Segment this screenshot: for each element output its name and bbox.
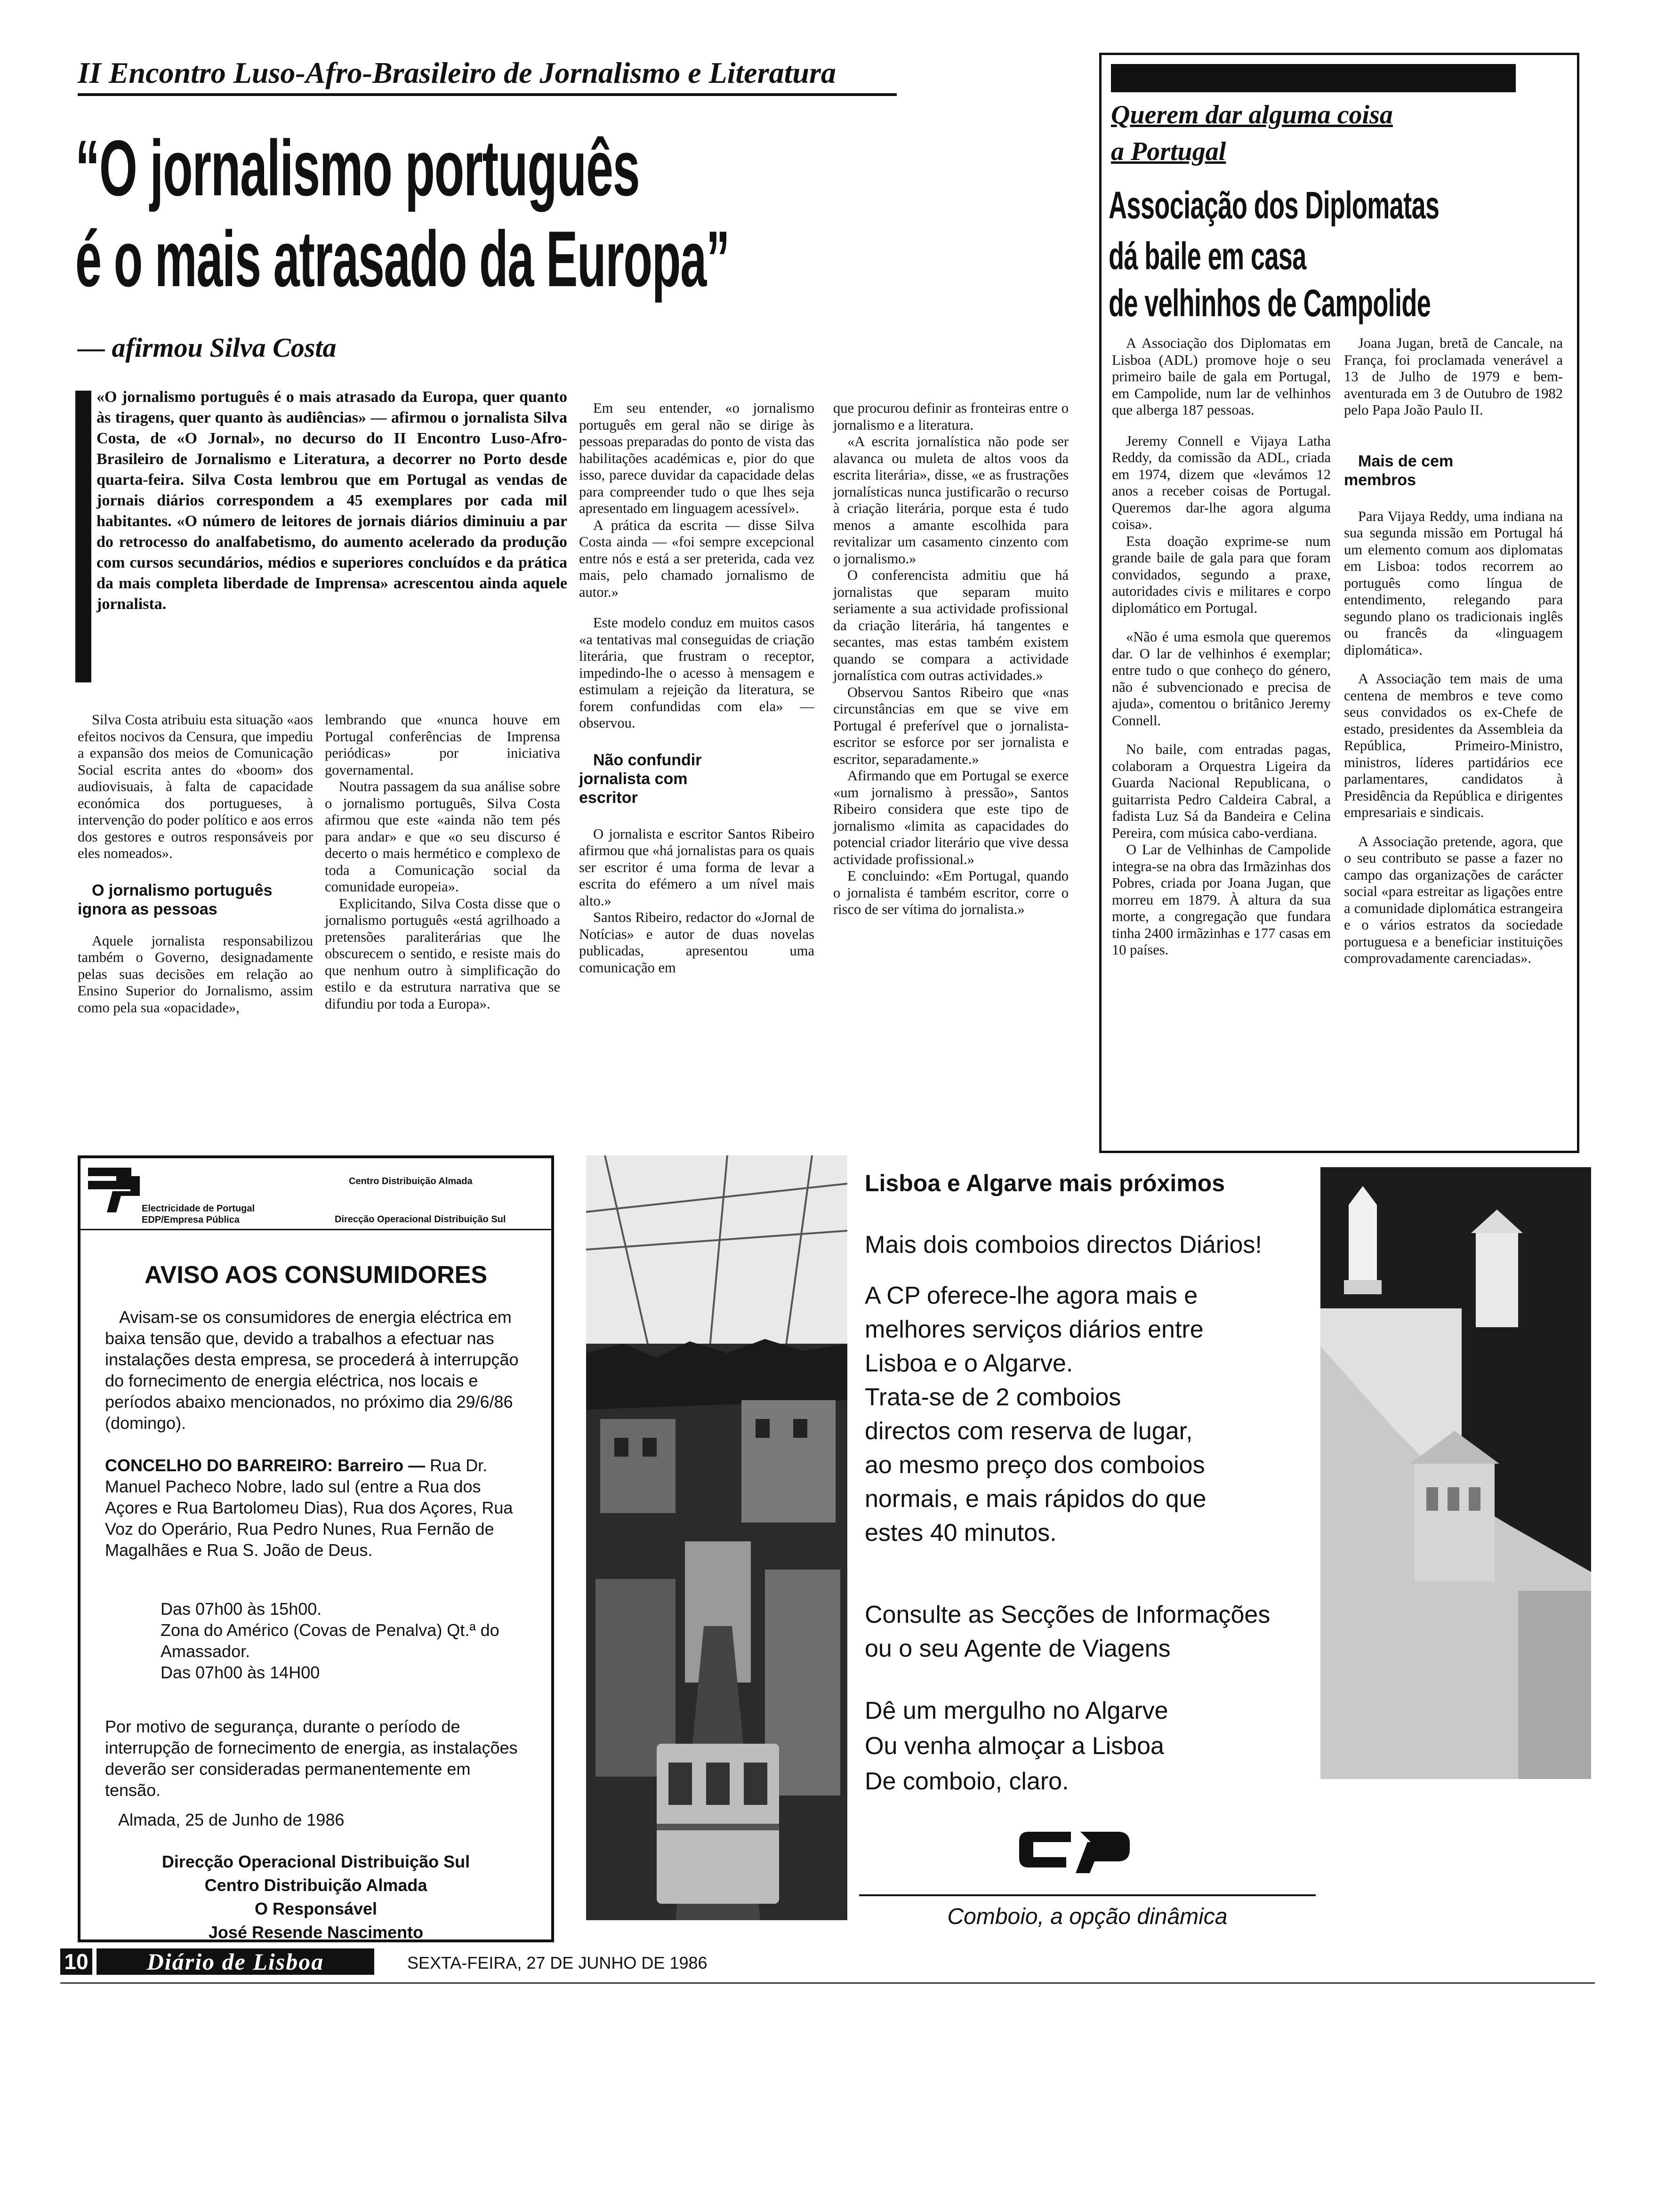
article-column-3 <box>579 400 814 976</box>
ad-body-line: Trata-se de 2 comboios <box>865 1384 1121 1411</box>
sidebar-kicker-line-1: Querem dar alguma coisa <box>1111 100 1393 129</box>
hours-1: Das 07h00 às 15h00. <box>161 1599 322 1619</box>
paragraph: Esta doação exprime-se num grande baile de gala para que foram convidados, segundo a praxe, autoridades civis e militares e corpo diplomático em Portugal. <box>1112 533 1331 616</box>
sidebar-kicker-line-2: a Portugal <box>1111 137 1226 166</box>
paragraph: O Lar de Velhinhas de Campolide integra-se na obra das Irmãzinhas dos Pobres, criada por Joana Jugan, que morreu em 1879. À altura da sua morte, a congregação que fundara tinha 2400 irmãzinhas e 177 casas em 10 países. <box>1112 842 1331 958</box>
company-type: EDP/Empresa Pública <box>142 1215 240 1225</box>
paragraph: Em seu entender, «o jornalismo português em geral não se dirige às pessoas preparadas do ponto de vista das habilitações académicas e, pior do que isso, parece duvidar da capacidade delas para compreender tudo o que lhes seja apresentado em linguagem acessível». <box>579 400 814 516</box>
cp-logo-icon <box>1019 1821 1132 1878</box>
paragraph: Afirmando que em Portugal se exerce «um jornalismo à pressão», Santos Ribeiro considera que este tipo de jornalismo «limita as capacidades do potencial criador literário que vive dessa actividade profissional.» <box>833 768 1069 867</box>
ad-subtitle: Mais dois comboios directos Diários! <box>865 1231 1262 1258</box>
cp-advertisement <box>586 1155 1598 1946</box>
ad-body-line: normais, e mais rápidos do que <box>865 1485 1207 1513</box>
ad-consult-line: ou o seu Agente de Viagens <box>865 1635 1171 1662</box>
paragraph: Noutra passagem da sua análise sobre o jornalismo português, Silva Costa afirmou que este «ainda não tem pés para andar» e que «o seu discurso é decerto o mais hermético e complexo de toda a Comunicação social da comunidade europeia». <box>325 778 560 895</box>
notice-signature <box>80 1850 551 1944</box>
lead-paragraph: «O jornalismo português é o mais atrasado da Europa, quer quanto às tiragens, quer quanto às audiências» — afirmou o jornalista Silva Costa, de «O Jornal», no decurso do II Encontro Luso-Afro-Brasileiro de Jornalismo e Literatura, a decorrer no Porto desde quarta-feira. Silva Costa lembrou que em Portugal as vendas de jornais diários correspondem a 45 exemplares por cada mil habitantes. «O número de leitores de jornais diários diminuiu a par do retrocesso do analfabetismo, do aumento acelerado da produção com cursos secundários, médios e superiores concluídos e da prática da mais completa liberdade de Imprensa» acrescentou ainda aquele jornalista. <box>97 388 567 613</box>
ad-body-line: A CP oferece-lhe agora mais e <box>865 1282 1198 1309</box>
ad-body-line: melhores serviços diários entre <box>865 1316 1204 1343</box>
page-number: 10 <box>60 1948 92 1975</box>
notice-place-date: Almada, 25 de Junho de 1986 <box>118 1810 345 1829</box>
funicular-photo <box>586 1155 847 1920</box>
masthead: Diário de Lisboa <box>97 1948 374 1975</box>
cp-ad-copy <box>850 1155 1320 1929</box>
algarve-photo <box>1320 1167 1591 1779</box>
sidebar-headline-line-1: Associação dos Diplomatas <box>1109 184 1440 227</box>
ad-slogan-rule <box>859 1894 1316 1896</box>
ad-consult-line: Consulte as Secções de Informações <box>865 1601 1271 1628</box>
ad-body-line: ao mesmo preço dos comboios <box>865 1451 1205 1479</box>
issue-date: SEXTA-FEIRA, 27 DE JUNHO DE 1986 <box>407 1953 708 1972</box>
concelho-label: CONCELHO DO BARREIRO: Barreiro — <box>105 1456 426 1475</box>
sidebar-column-2 <box>1344 335 1563 967</box>
edp-logo-icon <box>88 1168 145 1215</box>
paragraph: A Associação dos Diplomatas em Lisboa (ADL) promove hoje o seu primeiro baile de gala em Portugal, em Campolide, num lar de velhinhos que alberga 187 pessoas. <box>1112 335 1331 418</box>
kicker-rule <box>78 93 897 96</box>
article-column-2 <box>325 712 560 1012</box>
subheading: Mais de cem membros <box>1344 452 1454 489</box>
cp-logo-mark <box>1019 1821 1132 1878</box>
edp-header-center: Centro Distribuição Almada <box>349 1176 473 1186</box>
signature-line: Centro Distribuição Almada <box>204 1875 427 1895</box>
paragraph: No baile, com entradas pagas, colaboram a Orquestra Ligeira da Guarda Nacional Republicana, o guitarrista Pedro Caldeira Cabral, a fadista Luz Sá da Bandeira e Celina Pereira, com música cabo-verdiana. <box>1112 741 1331 841</box>
paragraph: «A escrita jornalística não pode ser alavanca ou muleta de altos voos da escrita literária», disse, «e as frustrações jornalísticas nunca justificarão o recurso à criação literária, porque esta é tudo menos a amante escolhida para revitalizar um casamento cinzento com o jornalismo.» <box>833 433 1069 567</box>
ad-consult <box>865 1598 1270 1666</box>
sidebar-column-1 <box>1112 335 1331 959</box>
notice-safety: Por motivo de segurança, durante o período de interrupção de fornecimento de energia, as instalações deverão ser consideradas permanentemente em tensão. <box>105 1717 518 1800</box>
article-column-1 <box>78 712 313 1016</box>
paragraph: Jeremy Connell e Vijaya Latha Reddy, da comissão da ADL, criada em 1974, dizem que «levámos 12 anos a receber coisas de Portugal. Queremos dar-lhe agora alguma coisa». <box>1112 433 1331 532</box>
ad-closing-line: Ou venha almoçar a Lisboa <box>865 1732 1164 1760</box>
footer-rule <box>60 1982 1595 1984</box>
headline-line-2: é o mais atrasado da Europa” <box>75 215 730 303</box>
zone-2: Zona do Américo (Covas de Penalva) Qt.ª do Amassador. <box>161 1620 499 1661</box>
paragraph: que procurou definir as fronteiras entre o jornalismo e a literatura. <box>833 400 1069 433</box>
header-rule <box>80 1229 551 1230</box>
streets-list: Rua Dr. Manuel Pacheco Nobre, lado sul (entre a Rua dos Açores e Rua Bartolomeu Dias), Rua dos Açores, Rua Voz do Operário, Rua Pedro Nunes, Rua Fernão de Magalhães e Rua S. João de Deus. <box>105 1456 513 1560</box>
ad-body-line: estes 40 minutos. <box>865 1519 1057 1547</box>
signature-line: Direcção Operacional Distribuição Sul <box>161 1852 470 1871</box>
lead-marker-bar <box>75 391 91 682</box>
ad-slogan: Comboio, a opção dinâmica <box>947 1904 1228 1929</box>
notice-title: AVISO AOS CONSUMIDORES <box>144 1261 488 1289</box>
paragraph: Para Vijaya Reddy, uma indiana na sua segunda missão em Portugal há um elemento comum aos diplomatas em Lisboa: todos recorrem ao português como língua de entendimento, relegando para segundo plano os tradicionais inglês ou francês da «linguagem diplomática». <box>1344 508 1563 658</box>
ad-closing-line: Dê um mergulho no Algarve <box>865 1697 1168 1724</box>
paragraph: A prática da escrita — disse Silva Costa ainda — «foi sempre excepcional entre nós e está a ser preterida, cada vez mais, pelo chamado jornalismo de autor.» <box>579 517 814 600</box>
paragraph: A Associação tem mais de uma centena de membros e teve como seus convidados os ex-Chefe de estado, presidentes da Assembleia da República, Primeiro-Ministro, ministros, líderes partidários ece parlamentares, candidatos à Presidência da República e dirigentes empresariais e sindicais. <box>1344 671 1563 820</box>
notice-locations <box>105 1455 529 1561</box>
ad-body-line: Lisboa e o Algarve. <box>865 1350 1073 1377</box>
ad-closing <box>865 1693 1168 1799</box>
paragraph: Este modelo conduz em muitos casos «a tentativas mal conseguidas de criação literária, que frustram o receptor, impedindo-lhe o acesso à mensagem e estimulam a rejeição da literatura, se forem confundidas com ela» — observou. <box>579 615 814 731</box>
sidebar-black-bar <box>1111 64 1516 92</box>
ad-closing-line: De comboio, claro. <box>865 1768 1069 1795</box>
article-kicker: II Encontro Luso-Afro-Brasileiro de Jornalismo e Literatura <box>78 56 836 89</box>
notice-intro: Avisam-se os consumidores de energia eléctrica em baixa tensão que, devido a trabalhos a efectuar nas instalações desta empresa, se procederá à interrupção do fornecimento de energia eléctrica, nos locais e períodos abaixo mencionados, no próximo dia 29/6/86 (domingo). <box>105 1307 519 1433</box>
paragraph: «Não é uma esmola que queremos dar. O lar de velhinhos é exemplar; entre tudo o que conheço do género, não é subvencionado e precisa de ajuda», comentou o britânico Jeremy Connell. <box>1112 629 1331 729</box>
paragraph: Joana Jugan, bretã de Cancale, na França, foi proclamada venerável a 13 de Julho de 1979 e bem-aventurada em 3 de Outubro de 1982 pelo Papa João Paulo II. <box>1344 335 1563 418</box>
edp-header-left <box>142 1203 255 1226</box>
hours-2: Das 07h00 às 14H00 <box>161 1663 320 1682</box>
edp-header-division: Direcção Operacional Distribuição Sul <box>335 1214 506 1225</box>
edp-notice-box <box>78 1155 554 1942</box>
signature-line: José Resende Nascimento <box>208 1923 424 1942</box>
paragraph: O conferencista admitiu que há jornalistas que separam muito seriamente a sua actividade profissional da criação literária, há tangentes e secantes, mas estas também existem quando se compara a actividade jornalística com outras actividades.» <box>833 567 1069 683</box>
ad-body <box>865 1279 1207 1550</box>
paragraph: Observou Santos Ribeiro que «nas circunstâncias em que se vive em Portugal é preferível que o jornalista-escritor se esforce por ser jornalista e escritor, separadamente.» <box>833 684 1069 767</box>
sidebar-headline-line-3: de velhinhos de Campolide <box>1109 282 1431 325</box>
article-column-4 <box>833 400 1069 918</box>
signature-line: O Responsável <box>254 1899 378 1918</box>
paragraph: E concluindo: «Em Portugal, quando o jornalista é também escritor, corre o risco de ser vítima do jornalista.» <box>833 868 1069 917</box>
subheading: O jornalismo português ignora as pessoas <box>78 881 273 918</box>
notice-schedule <box>161 1598 528 1683</box>
paragraph: Santos Ribeiro, redactor do «Jornal de Notícias» e autor de duas novelas publicadas, apresentou uma comunicação em <box>579 909 814 976</box>
headline-line-1: “O jornalismo português <box>75 124 640 212</box>
sidebar-headline-line-2: dá baile em casa <box>1109 235 1306 278</box>
paragraph: A Associação pretende, agora, que o seu contributo se passe a fazer no campo das organizações de carácter social «para estreitar as ligações entre a comunidade diplomática estrangeira e o vários estratos da sociedade portuguesa e a beneficiar instituições comprovadamente carenciadas». <box>1344 833 1563 966</box>
subheading: Não confundir jornalista com escritor <box>579 751 702 807</box>
byline: — afirmou Silva Costa <box>78 332 337 363</box>
ad-title: Lisboa e Algarve mais próximos <box>865 1170 1225 1196</box>
paragraph: O jornalista e escritor Santos Ribeiro afirmou que «há jornalistas para os quais ser escritor é uma forma de levar a escrita do efémero a um nível mais alto.» <box>579 825 814 909</box>
paragraph: Aquele jornalista responsabilizou também o Governo, designadamente pelas suas decisões em relação ao Ensino Superior do Jornalismo, assim como pela sua «opacidade», <box>78 932 313 1016</box>
paragraph: lembrando que «nunca houve em Portugal conferências de Imprensa periódicas» por iniciativa governamental. <box>325 712 560 778</box>
paragraph: Silva Costa atribuiu esta situação «aos efeitos nocivos da Censura, que impediu a expansão dos meios de Comunicação Social escrita antes do «boom» dos audiovisuais, à falta de capacidade económica dos portugueses, à intervenção do poder político e aos erros dos gestores e outros responsáveis por eles nomeados». <box>78 712 313 861</box>
ad-body-line: directos com reserva de lugar, <box>865 1418 1193 1445</box>
company-name: Electricidade de Portugal <box>142 1203 255 1214</box>
paragraph: Explicitando, Silva Costa disse que o jornalismo português «está agrilhoado a pretensões paraliterárias que lhe obscurecem o sentido, e resiste mais do que nenhum outro à simplificação do estilo e da estrutura narrativa que se difundiu por toda a Europa». <box>325 895 560 1012</box>
